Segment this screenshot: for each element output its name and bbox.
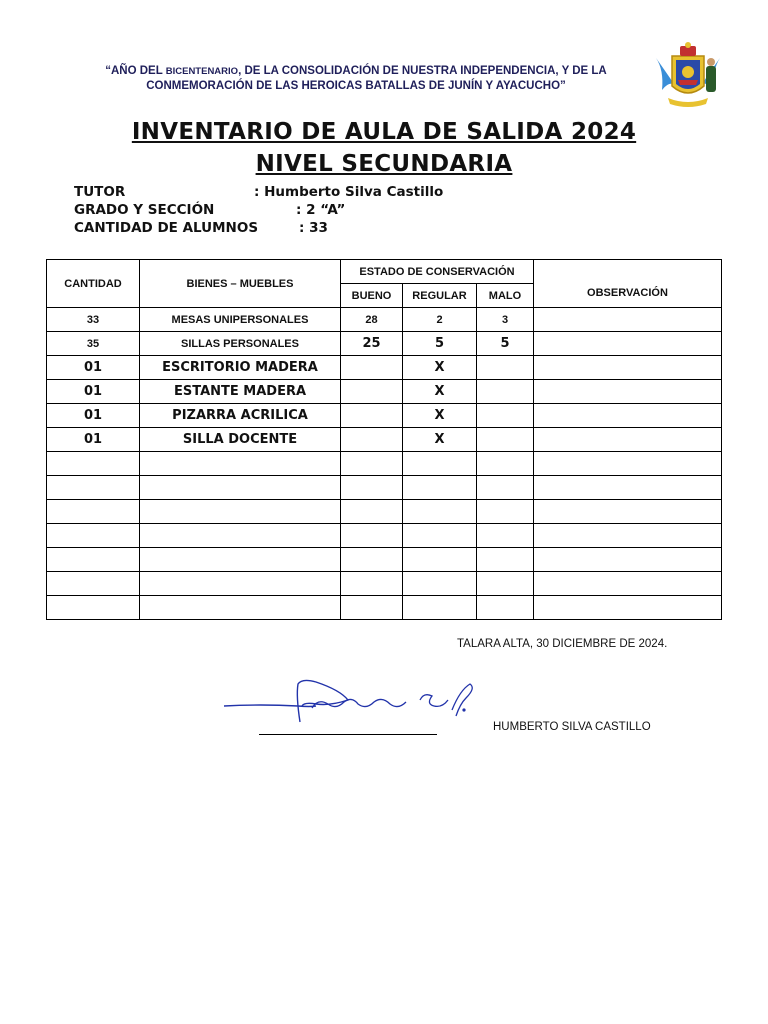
cell-bien <box>140 596 341 620</box>
cell-cantidad <box>47 476 140 500</box>
header-cantidad: CANTIDAD <box>47 260 140 308</box>
cell-bueno <box>341 500 403 524</box>
cell-malo <box>477 596 534 620</box>
school-crest-icon <box>652 40 724 110</box>
cell-observacion <box>534 308 722 332</box>
table-row <box>47 380 722 404</box>
table-row <box>47 548 722 572</box>
tutor-value: : Humberto Silva Castillo <box>254 184 444 200</box>
motto-bicentenario: BICENTENARIO <box>165 66 239 77</box>
cell-bueno <box>341 380 403 404</box>
cell-regular <box>403 500 477 524</box>
cell-malo <box>477 500 534 524</box>
cell-regular <box>403 476 477 500</box>
cell-malo: 3 <box>477 308 534 332</box>
cell-bien: ESCRITORIO MADERA <box>140 356 341 380</box>
motto-line-2: CONMEMORACIÓN DE LAS HEROICAS BATALLAS DE JUNÍN Y AYACUCHO” <box>146 80 566 92</box>
document-subtitle: NIVEL SECUNDARIA <box>255 151 513 177</box>
cell-malo <box>477 476 534 500</box>
cell-cantidad: 33 <box>47 308 140 332</box>
cell-malo <box>477 404 534 428</box>
cell-bien: SILLA DOCENTE <box>140 428 341 452</box>
table-row <box>47 308 722 332</box>
cell-observacion <box>534 380 722 404</box>
cell-regular: X <box>403 356 477 380</box>
table-row <box>47 596 722 620</box>
cell-bueno: 28 <box>341 308 403 332</box>
cell-bueno <box>341 452 403 476</box>
cell-malo <box>477 380 534 404</box>
cell-regular: 2 <box>403 308 477 332</box>
cell-observacion <box>534 404 722 428</box>
cell-observacion <box>534 452 722 476</box>
table-row <box>47 428 722 452</box>
cell-bueno <box>341 596 403 620</box>
cell-bien: PIZARRA ACRILICA <box>140 404 341 428</box>
cell-bien <box>140 572 341 596</box>
cell-observacion <box>534 524 722 548</box>
alumnos-label: CANTIDAD DE ALUMNOS <box>74 220 259 236</box>
cell-bien <box>140 500 341 524</box>
cell-malo <box>477 356 534 380</box>
header-bueno: BUENO <box>341 284 403 308</box>
cell-cantidad: 01 <box>47 356 140 380</box>
cell-bueno <box>341 476 403 500</box>
cell-cantidad: 01 <box>47 380 140 404</box>
cell-observacion <box>534 548 722 572</box>
tutor-label: TUTOR <box>74 184 126 200</box>
header-estado: ESTADO DE CONSERVACIÓN <box>341 260 534 284</box>
cell-regular: X <box>403 380 477 404</box>
table-row <box>47 356 722 380</box>
cell-observacion <box>534 476 722 500</box>
cell-cantidad <box>47 452 140 476</box>
cell-observacion <box>534 596 722 620</box>
cell-malo <box>477 524 534 548</box>
table-row <box>47 476 722 500</box>
cell-bien <box>140 476 341 500</box>
cell-observacion <box>534 500 722 524</box>
cell-malo <box>477 428 534 452</box>
cell-bueno <box>341 524 403 548</box>
cell-malo <box>477 572 534 596</box>
cell-bien: ESTANTE MADERA <box>140 380 341 404</box>
cell-observacion <box>534 572 722 596</box>
document-title: INVENTARIO DE AULA DE SALIDA 2024 <box>131 119 637 145</box>
cell-cantidad <box>47 548 140 572</box>
table-row <box>47 572 722 596</box>
cell-regular <box>403 524 477 548</box>
cell-observacion <box>534 332 722 356</box>
cell-bien <box>140 452 341 476</box>
institutional-motto <box>80 64 632 94</box>
cell-regular <box>403 572 477 596</box>
cell-malo: 5 <box>477 332 534 356</box>
cell-cantidad <box>47 596 140 620</box>
header-regular: REGULAR <box>403 284 477 308</box>
cell-bueno <box>341 356 403 380</box>
signature-line <box>259 734 437 735</box>
cell-regular: X <box>403 428 477 452</box>
place-date: TALARA ALTA, 30 DICIEMBRE DE 2024. <box>457 638 668 650</box>
cell-malo <box>477 452 534 476</box>
handwritten-signature-icon <box>220 676 480 726</box>
header-bienes: BIENES – MUEBLES <box>140 260 341 308</box>
alumnos-value: : 33 <box>299 220 328 236</box>
cell-cantidad: 01 <box>47 428 140 452</box>
cell-cantidad <box>47 500 140 524</box>
grado-value: : 2 “A” <box>296 202 346 218</box>
cell-observacion <box>534 356 722 380</box>
cell-regular: X <box>403 404 477 428</box>
grado-label: GRADO Y SECCIÓN <box>74 202 215 218</box>
cell-observacion <box>534 428 722 452</box>
cell-bueno <box>341 548 403 572</box>
motto-part-1: “AÑO DEL <box>105 65 166 77</box>
header-observacion: OBSERVACIÓN <box>534 260 722 308</box>
table-header-row <box>47 260 722 284</box>
cell-cantidad: 01 <box>47 404 140 428</box>
cell-bueno <box>341 404 403 428</box>
cell-bueno <box>341 572 403 596</box>
signer-name: HUMBERTO SILVA CASTILLO <box>493 721 651 733</box>
cell-bien <box>140 548 341 572</box>
motto-part-2: , DE LA CONSOLIDACIÓN DE NUESTRA INDEPENDENCIA, Y DE LA <box>238 65 607 77</box>
cell-malo <box>477 548 534 572</box>
header-malo: MALO <box>477 284 534 308</box>
table-row <box>47 332 722 356</box>
cell-bueno: 25 <box>341 332 403 356</box>
cell-bien <box>140 524 341 548</box>
inventory-table <box>46 259 722 620</box>
cell-bien: MESAS UNIPERSONALES <box>140 308 341 332</box>
cell-regular: 5 <box>403 332 477 356</box>
table-row <box>47 404 722 428</box>
cell-cantidad <box>47 524 140 548</box>
cell-bueno <box>341 428 403 452</box>
cell-cantidad: 35 <box>47 332 140 356</box>
table-row <box>47 452 722 476</box>
cell-cantidad <box>47 572 140 596</box>
cell-bien: SILLAS PERSONALES <box>140 332 341 356</box>
table-row <box>47 524 722 548</box>
cell-regular <box>403 596 477 620</box>
cell-regular <box>403 452 477 476</box>
table-row <box>47 500 722 524</box>
cell-regular <box>403 548 477 572</box>
